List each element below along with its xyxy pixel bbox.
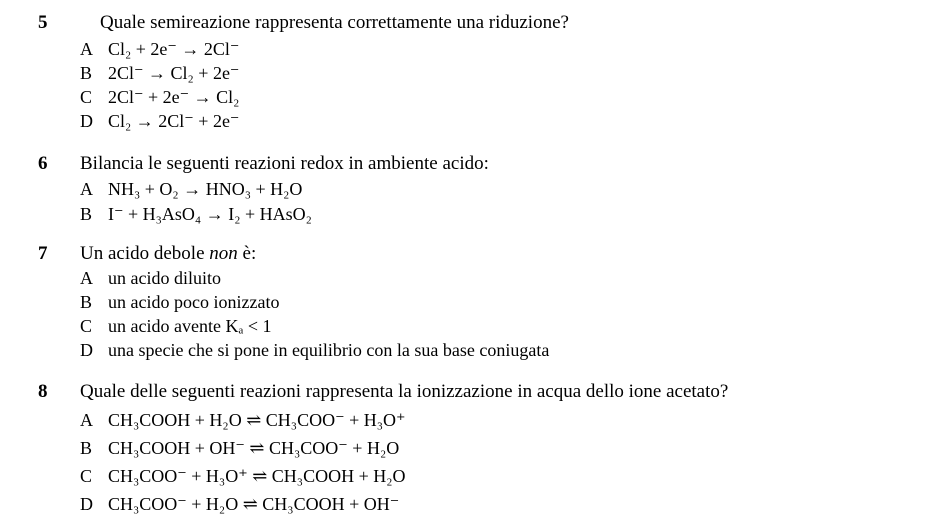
option-equation: CH₃COOH + OH⁻ ⇌ CH₃COO⁻ + H₂O <box>108 438 400 458</box>
option-row <box>80 339 549 361</box>
option-row <box>80 110 239 132</box>
question-number: 8 <box>38 381 48 402</box>
option-letter: B <box>80 292 93 312</box>
option-equation: Cl₂ → 2Cl⁻ + 2e⁻ <box>108 111 240 131</box>
option-equation: I⁻ + H₃AsO₄ → I₂ + HAsO₂ <box>108 204 312 224</box>
question-number: 5 <box>38 12 48 33</box>
question-text <box>80 243 256 265</box>
question-text-emphasis: non <box>209 243 238 264</box>
option-row <box>80 437 399 459</box>
option-equation: Cl₂ + 2e⁻ → 2Cl⁻ <box>108 39 240 59</box>
option-row <box>80 267 221 289</box>
option-letter: B <box>80 204 93 224</box>
option-row <box>80 203 312 225</box>
question-number: 6 <box>38 153 48 174</box>
option-letter: A <box>80 179 93 199</box>
option-letter: B <box>80 63 93 83</box>
option-row <box>80 62 239 84</box>
option-letter: C <box>80 316 93 336</box>
question-text: Quale delle seguenti reazioni rappresenta la ionizzazione in acqua dello ione acetato? <box>80 381 729 402</box>
option-row <box>80 315 272 337</box>
question-text: Bilancia le seguenti reazioni redox in ambiente acido: <box>80 153 489 174</box>
option-letter: A <box>80 268 93 288</box>
option-row <box>80 38 239 60</box>
option-letter: C <box>80 466 93 486</box>
option-letter: C <box>80 87 93 107</box>
option-letter: D <box>80 111 93 131</box>
option-equation: CH₃COO⁻ + H₂O ⇌ CH₃COOH + OH⁻ <box>108 494 400 514</box>
option-row <box>80 493 399 515</box>
option-letter: D <box>80 494 93 514</box>
question-number: 7 <box>38 243 48 264</box>
option-row <box>80 86 239 108</box>
question-text-start: Un acido debole <box>80 243 210 264</box>
option-row <box>80 409 406 431</box>
option-letter: D <box>80 340 93 360</box>
option-letter: B <box>80 438 93 458</box>
option-equation: CH₃COO⁻ + H₃O⁺ ⇌ CH₃COOH + H₂O <box>108 466 406 486</box>
option-row <box>80 178 302 200</box>
option-equation: NH₃ + O₂ → HNO₃ + H₂O <box>108 179 303 199</box>
question-text-end: è: <box>237 243 257 264</box>
option-equation: CH₃COOH + H₂O ⇌ CH₃COO⁻ + H₃O⁺ <box>108 410 406 430</box>
option-text: un acido poco ionizzato <box>108 292 280 312</box>
option-text: un acido avente Kₐ < 1 <box>108 316 272 336</box>
question-text: Quale semireazione rappresenta correttamente una riduzione? <box>100 12 569 33</box>
option-text: un acido diluito <box>108 268 221 288</box>
option-letter: A <box>80 410 93 430</box>
option-row <box>80 465 406 487</box>
option-row <box>80 291 279 313</box>
option-letter: A <box>80 39 93 59</box>
option-equation: 2Cl⁻ + 2e⁻ → Cl₂ <box>108 87 240 107</box>
option-equation: 2Cl⁻ → Cl₂ + 2e⁻ <box>108 63 240 83</box>
option-text: una specie che si pone in equilibrio con la sua base coniugata <box>108 340 550 360</box>
